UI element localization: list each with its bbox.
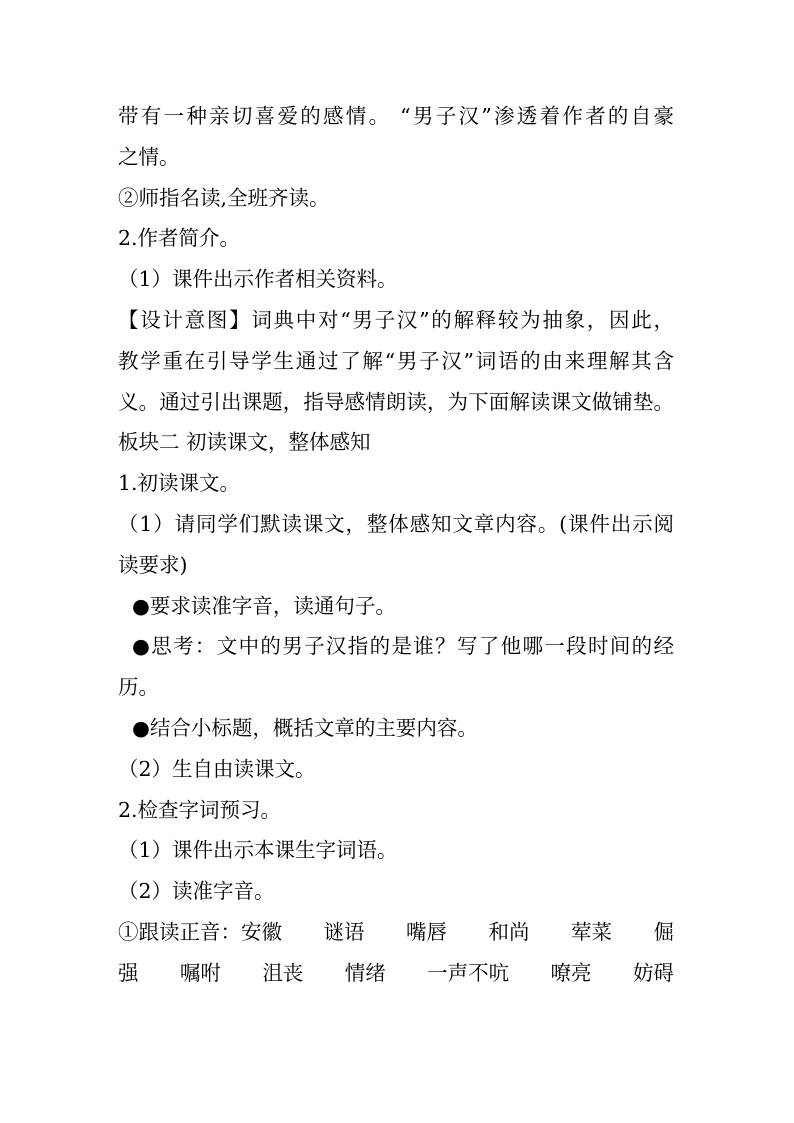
paragraph-line: （1）课件出示本课生字词语。: [118, 838, 398, 863]
word-item: 嘱咐: [179, 960, 221, 985]
paragraph-line: 读要求): [118, 552, 188, 577]
design-intent-line: 义。通过引出课题，指导感情朗读，为下面解读课文做铺垫。: [118, 389, 674, 414]
design-intent-line: 【设计意图】词典中对“男子汉”的解释较为抽象，因此，: [118, 307, 674, 332]
word-item: 一声不吭: [427, 960, 510, 985]
bullet-item: ●思考：文中的男子汉指的是谁？写了他哪一段时间的经: [132, 634, 674, 659]
paragraph-line: ②师指名读,全班齐读。: [118, 185, 330, 210]
word-item: ①跟读正音：安徽: [118, 919, 282, 944]
bullet-item: ●结合小标题，概括文章的主要内容。: [132, 715, 478, 740]
word-item: 谜语: [323, 919, 365, 944]
paragraph-line: （2）生自由读课文。: [118, 756, 316, 781]
paragraph-line: （1）请同学们默读课文，整体感知文章内容。(课件出示阅: [118, 511, 674, 536]
paragraph-line: 之情。: [118, 144, 180, 169]
word-item: 沮丧: [262, 960, 304, 985]
word-item: 嘴唇: [406, 919, 447, 944]
word-list-row-1: [118, 912, 674, 953]
paragraph-line: （1）课件出示作者相关资料。: [118, 267, 398, 292]
bullet-item-continuation: 历。: [118, 675, 159, 700]
section-heading: 2.作者简介。: [118, 226, 241, 251]
word-item: 强: [118, 960, 139, 985]
word-item: 和尚: [488, 919, 530, 944]
design-intent-line: 教学重在引导学生通过了解“男子汉”词语的由来理解其含: [118, 348, 674, 373]
word-item: 倔: [653, 919, 674, 944]
document-page: [118, 96, 674, 994]
section-heading: 1.初读课文。: [118, 471, 241, 496]
bullet-item: ●要求读准字音，读通句子。: [132, 593, 396, 618]
word-list-row-2: [118, 953, 674, 994]
word-item: 情绪: [344, 960, 386, 985]
word-item: 荤菜: [571, 919, 612, 944]
block-heading: 板块二 初读课文，整体感知: [118, 430, 371, 455]
paragraph-line: （2）读准字音。: [118, 879, 275, 904]
word-item: 妨碍: [632, 960, 674, 985]
paragraph-line: 带有一种亲切喜爱的感情。 “男子汉”渗透着作者的自豪: [118, 104, 674, 128]
section-heading: 2.检查字词预习。: [118, 797, 282, 822]
word-item: 嘹亮: [550, 960, 592, 985]
